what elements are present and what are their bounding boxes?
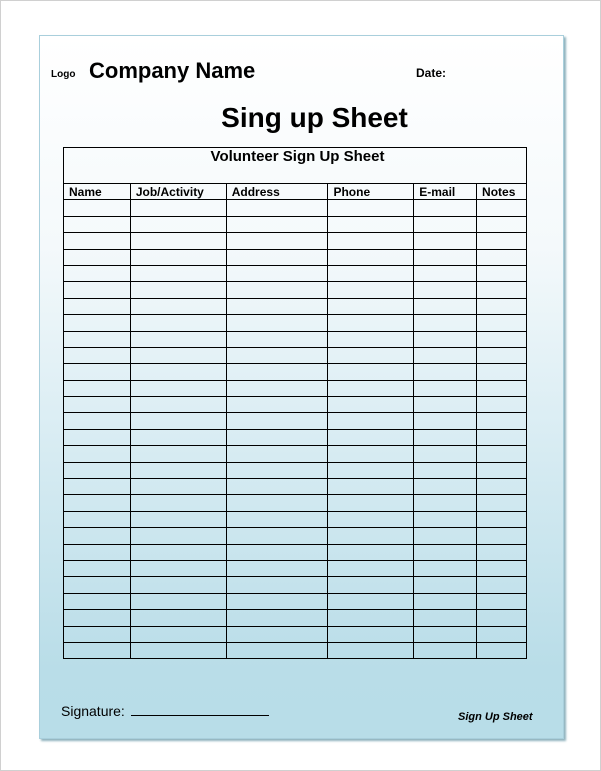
table-cell[interactable] [64, 511, 131, 527]
table-cell[interactable] [477, 446, 527, 462]
table-cell[interactable] [328, 282, 414, 298]
table-cell[interactable] [64, 216, 131, 232]
table-cell[interactable] [64, 446, 131, 462]
table-cell[interactable] [477, 331, 527, 347]
table-cell[interactable] [328, 593, 414, 609]
table-row [64, 265, 527, 281]
table-cell[interactable] [130, 331, 226, 347]
table-row [64, 610, 527, 626]
table-cell[interactable] [477, 479, 527, 495]
table-cell[interactable] [130, 380, 226, 396]
table-cell[interactable] [414, 397, 477, 413]
table-cell[interactable] [414, 511, 477, 527]
volunteer-table [63, 147, 527, 659]
table-cell[interactable] [64, 610, 131, 626]
table-cell[interactable] [414, 200, 477, 216]
table-row [64, 462, 527, 478]
col-phone: Phone [328, 184, 414, 200]
table-cell[interactable] [130, 429, 226, 445]
table-row [64, 528, 527, 544]
table-cell[interactable] [64, 593, 131, 609]
table-cell[interactable] [130, 200, 226, 216]
table-cell[interactable] [328, 511, 414, 527]
table-cell[interactable] [414, 560, 477, 576]
table-cell[interactable] [414, 233, 477, 249]
table-cell[interactable] [130, 642, 226, 658]
table-cell[interactable] [130, 282, 226, 298]
table-cell[interactable] [414, 462, 477, 478]
table-cell[interactable] [477, 233, 527, 249]
table-cell[interactable] [477, 249, 527, 265]
table-cell[interactable] [328, 429, 414, 445]
table-cell[interactable] [64, 462, 131, 478]
table-cell[interactable] [64, 249, 131, 265]
table-cell[interactable] [477, 560, 527, 576]
table-cell[interactable] [477, 347, 527, 363]
table-cell[interactable] [226, 626, 328, 642]
table-cell[interactable] [226, 511, 328, 527]
table-cell[interactable] [130, 364, 226, 380]
table-cell[interactable] [414, 413, 477, 429]
logo: Logo [51, 69, 76, 80]
table-cell[interactable] [477, 642, 527, 658]
table-cell[interactable] [130, 413, 226, 429]
table-row [64, 577, 527, 593]
table-cell[interactable] [130, 298, 226, 314]
table-cell[interactable] [130, 347, 226, 363]
table-cell[interactable] [226, 544, 328, 560]
table-cell[interactable] [226, 560, 328, 576]
table-cell[interactable] [328, 265, 414, 281]
table-cell[interactable] [328, 495, 414, 511]
col-job: Job/Activity [130, 184, 226, 200]
table-cell[interactable] [226, 413, 328, 429]
table-cell[interactable] [226, 462, 328, 478]
table-cell[interactable] [226, 593, 328, 609]
table-cell[interactable] [130, 610, 226, 626]
table-cell[interactable] [130, 216, 226, 232]
table-cell[interactable] [414, 249, 477, 265]
table-row [64, 331, 527, 347]
table-cell[interactable] [328, 413, 414, 429]
table-row [64, 233, 527, 249]
date-label: Date: [416, 66, 447, 80]
table-cell[interactable] [64, 528, 131, 544]
table-cell[interactable] [477, 216, 527, 232]
table-cell[interactable] [64, 380, 131, 396]
table-cell[interactable] [64, 577, 131, 593]
table-cell[interactable] [226, 446, 328, 462]
table-cell[interactable] [226, 495, 328, 511]
table-cell[interactable] [414, 315, 477, 331]
table-cell[interactable] [226, 479, 328, 495]
table-cell[interactable] [414, 495, 477, 511]
table-cell[interactable] [64, 331, 131, 347]
table-cell[interactable] [414, 265, 477, 281]
table-cell[interactable] [226, 249, 328, 265]
table-cell[interactable] [64, 364, 131, 380]
col-address: Address [226, 184, 328, 200]
table-cell[interactable] [226, 528, 328, 544]
page-title: Sing up Sheet [221, 102, 408, 133]
table-cell[interactable] [130, 626, 226, 642]
table-row [64, 495, 527, 511]
table-cell[interactable] [328, 560, 414, 576]
table-cell[interactable] [64, 298, 131, 314]
table-cell[interactable] [328, 642, 414, 658]
table-cell[interactable] [328, 462, 414, 478]
table-cell[interactable] [477, 610, 527, 626]
table-row [64, 446, 527, 462]
table-cell[interactable] [414, 380, 477, 396]
table-cell[interactable] [64, 265, 131, 281]
table-cell[interactable] [477, 544, 527, 560]
table-row [64, 642, 527, 658]
table-cell[interactable] [414, 593, 477, 609]
table-cell[interactable] [64, 479, 131, 495]
signature-field [61, 703, 269, 719]
table-cell[interactable] [64, 495, 131, 511]
table-cell[interactable] [130, 315, 226, 331]
table-row [64, 397, 527, 413]
footer-text: Sign Up Sheet [458, 711, 533, 723]
table-cell[interactable] [226, 233, 328, 249]
table-row [64, 544, 527, 560]
table-cell[interactable] [328, 347, 414, 363]
table-cell[interactable] [328, 200, 414, 216]
table-row [64, 249, 527, 265]
table-cell[interactable] [414, 577, 477, 593]
table-caption: Volunteer Sign Up Sheet [64, 148, 527, 184]
table-cell[interactable] [130, 560, 226, 576]
table-cell[interactable] [414, 544, 477, 560]
col-notes: Notes [477, 184, 527, 200]
table-cell[interactable] [64, 282, 131, 298]
table-row [64, 626, 527, 642]
table-cell[interactable] [130, 249, 226, 265]
table-cell[interactable] [226, 200, 328, 216]
table-row [64, 200, 527, 216]
table-cell[interactable] [130, 577, 226, 593]
table-cell[interactable] [477, 200, 527, 216]
table-cell[interactable] [477, 282, 527, 298]
table-row [64, 593, 527, 609]
table-cell[interactable] [226, 610, 328, 626]
table-cell[interactable] [226, 397, 328, 413]
table-cell[interactable] [226, 577, 328, 593]
table-cell[interactable] [477, 495, 527, 511]
table-cell[interactable] [477, 462, 527, 478]
table-row [64, 364, 527, 380]
table-cell[interactable] [64, 560, 131, 576]
table-cell[interactable] [414, 610, 477, 626]
table-row [64, 380, 527, 396]
table-cell[interactable] [414, 642, 477, 658]
table-cell[interactable] [328, 446, 414, 462]
table-cell[interactable] [130, 462, 226, 478]
table-cell[interactable] [477, 315, 527, 331]
table-cell[interactable] [130, 593, 226, 609]
company-name: Company Name [89, 58, 256, 83]
table-row [64, 298, 527, 314]
table-cell[interactable] [328, 364, 414, 380]
table-cell[interactable] [477, 528, 527, 544]
table-cell[interactable] [328, 380, 414, 396]
table-cell[interactable] [226, 347, 328, 363]
table-cell[interactable] [414, 479, 477, 495]
table-cell[interactable] [414, 446, 477, 462]
table-cell[interactable] [64, 397, 131, 413]
table-cell[interactable] [226, 315, 328, 331]
table-cell[interactable] [414, 528, 477, 544]
table-cell[interactable] [477, 380, 527, 396]
table-row [64, 315, 527, 331]
table-cell[interactable] [226, 364, 328, 380]
table-cell[interactable] [328, 610, 414, 626]
table-cell[interactable] [64, 544, 131, 560]
signature-line[interactable] [131, 715, 269, 716]
table-cell[interactable] [477, 298, 527, 314]
table-cell[interactable] [328, 249, 414, 265]
table-cell[interactable] [226, 298, 328, 314]
table-row [64, 216, 527, 232]
table-cell[interactable] [64, 233, 131, 249]
table-cell[interactable] [414, 298, 477, 314]
table-cell[interactable] [477, 429, 527, 445]
table-cell[interactable] [64, 347, 131, 363]
table-row [64, 282, 527, 298]
table-row [64, 560, 527, 576]
table-row [64, 413, 527, 429]
table-cell[interactable] [477, 593, 527, 609]
table-cell[interactable] [328, 577, 414, 593]
table-cell[interactable] [226, 642, 328, 658]
table-cell[interactable] [328, 331, 414, 347]
table-cell[interactable] [328, 544, 414, 560]
table-cell[interactable] [328, 397, 414, 413]
table-cell[interactable] [130, 233, 226, 249]
table-cell[interactable] [477, 577, 527, 593]
table-cell[interactable] [226, 380, 328, 396]
table-cell[interactable] [130, 511, 226, 527]
table-cell[interactable] [414, 282, 477, 298]
table-cell[interactable] [414, 347, 477, 363]
table-cell[interactable] [64, 642, 131, 658]
table-cell[interactable] [414, 364, 477, 380]
table-cell[interactable] [414, 331, 477, 347]
table-cell[interactable] [226, 282, 328, 298]
table-cell[interactable] [477, 626, 527, 642]
table-cell[interactable] [226, 216, 328, 232]
table-cell[interactable] [64, 626, 131, 642]
table-cell[interactable] [328, 216, 414, 232]
table-cell[interactable] [64, 429, 131, 445]
table-cell[interactable] [477, 397, 527, 413]
table-cell[interactable] [328, 298, 414, 314]
table-cell[interactable] [226, 265, 328, 281]
table-cell[interactable] [130, 265, 226, 281]
table-cell[interactable] [477, 511, 527, 527]
table-cell[interactable] [130, 495, 226, 511]
table-cell[interactable] [414, 216, 477, 232]
table-row [64, 479, 527, 495]
table-cell[interactable] [328, 626, 414, 642]
table-cell[interactable] [328, 315, 414, 331]
table-cell[interactable] [414, 626, 477, 642]
table-row [64, 429, 527, 445]
table-cell[interactable] [64, 315, 131, 331]
table-cell[interactable] [64, 200, 131, 216]
table-cell[interactable] [130, 397, 226, 413]
table-cell[interactable] [130, 479, 226, 495]
table-row [64, 347, 527, 363]
table-row [64, 511, 527, 527]
table-cell[interactable] [64, 413, 131, 429]
table-cell[interactable] [328, 233, 414, 249]
sign-up-sheet-page [39, 35, 564, 739]
col-name: Name [64, 184, 131, 200]
col-email: E-mail [414, 184, 477, 200]
table-cell[interactable] [414, 429, 477, 445]
table-cell[interactable] [130, 544, 226, 560]
signature-label: Signature: [61, 703, 125, 719]
table-cell[interactable] [477, 364, 527, 380]
table-cell[interactable] [130, 528, 226, 544]
table-cell[interactable] [226, 331, 328, 347]
table-cell[interactable] [328, 528, 414, 544]
table-cell[interactable] [477, 413, 527, 429]
table-cell[interactable] [328, 479, 414, 495]
table-cell[interactable] [226, 429, 328, 445]
table-cell[interactable] [477, 265, 527, 281]
table-cell[interactable] [130, 446, 226, 462]
